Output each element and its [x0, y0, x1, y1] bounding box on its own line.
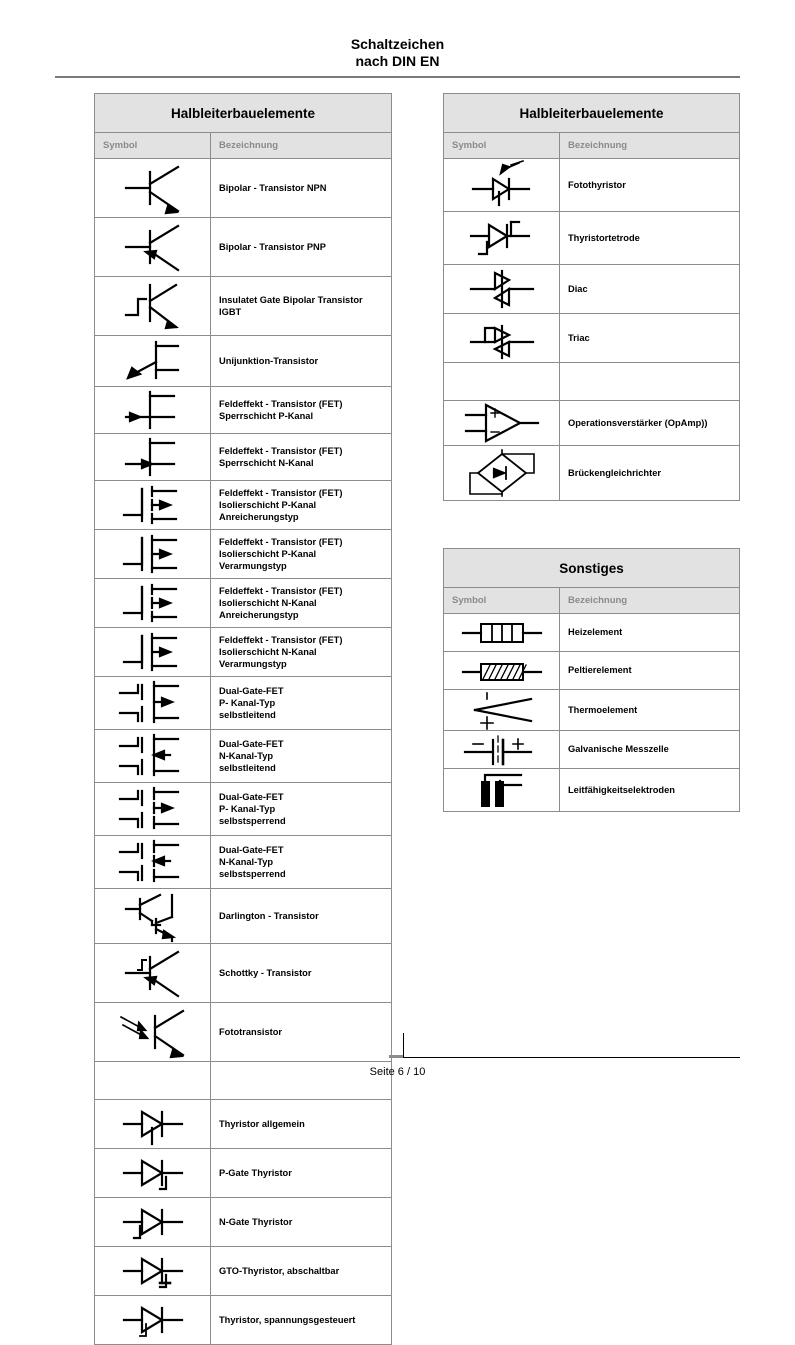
row-label-line: Feldeffekt - Transistor (FET)	[219, 536, 343, 547]
row-label-line: selbstsperrend	[219, 869, 286, 880]
table-row	[444, 652, 740, 690]
column-header-bezeichnung: Bezeichnung	[211, 133, 392, 159]
table-row	[95, 481, 392, 530]
table-row	[444, 401, 740, 446]
bridge-rectifier-symbol	[444, 446, 560, 501]
table-row	[444, 731, 740, 769]
row-label	[560, 446, 740, 501]
table-semiconductors-left	[94, 93, 392, 1345]
row-label	[211, 336, 392, 387]
dual-gate-fet-p-depletion-symbol	[95, 677, 211, 730]
table-column-header-row	[95, 133, 392, 159]
row-label	[560, 690, 740, 731]
table-row	[95, 783, 392, 836]
table-title: Sonstiges	[444, 549, 740, 588]
row-label	[211, 730, 392, 783]
mosfet-p-depletion-symbol	[95, 530, 211, 579]
column-header-bezeichnung: Bezeichnung	[560, 588, 740, 614]
row-label-line: Diac	[568, 283, 588, 294]
table-row	[95, 530, 392, 579]
table-title-row	[95, 94, 392, 133]
row-label	[211, 579, 392, 628]
row-label-line: Insulatet Gate Bipolar Transistor	[219, 294, 363, 305]
row-label-line: Feldeffekt - Transistor (FET)	[219, 398, 343, 409]
darlington-transistor-symbol	[95, 889, 211, 944]
p-gate-thyristor-symbol	[95, 1149, 211, 1198]
empty-symbol	[444, 363, 560, 401]
table-row	[444, 212, 740, 265]
mosfet-p-enhancement-symbol	[95, 481, 211, 530]
row-label	[211, 783, 392, 836]
row-label	[560, 614, 740, 652]
row-label	[560, 212, 740, 265]
row-label-line: Thermoelement	[568, 704, 638, 715]
row-label-line: Verarmungstyp	[219, 561, 287, 572]
row-label	[560, 731, 740, 769]
row-label-line: N-Gate Thyristor	[219, 1216, 293, 1227]
row-label-line: Anreicherungstyp	[219, 610, 299, 621]
table-row	[95, 1247, 392, 1296]
dual-gate-fet-n-depletion-symbol	[95, 730, 211, 783]
table-row	[95, 1198, 392, 1247]
row-label	[560, 652, 740, 690]
row-label-line: Dual-Gate-FET	[219, 685, 284, 696]
table-row	[95, 336, 392, 387]
table-column-header-row	[444, 588, 740, 614]
row-label-line: Sperrschicht N-Kanal	[219, 458, 314, 468]
row-label	[211, 434, 392, 481]
opamp-symbol	[444, 401, 560, 446]
bipolar-transistor-pnp-symbol	[95, 218, 211, 277]
table-row	[95, 1296, 392, 1345]
row-label-line: GTO-Thyristor, abschaltbar	[219, 1265, 340, 1276]
table-row	[444, 614, 740, 652]
row-label	[560, 363, 740, 401]
row-label	[560, 314, 740, 363]
table-column-header-row	[444, 133, 740, 159]
table-row	[95, 730, 392, 783]
footer-grey-tick	[389, 1055, 403, 1058]
page-number: Seite 6 / 10	[369, 1066, 426, 1078]
row-label-line: Darlington - Transistor	[219, 910, 319, 921]
phototransistor-symbol	[95, 1003, 211, 1062]
row-label-line: Dual-Gate-FET	[219, 791, 284, 802]
row-label-line: Unijunktion-Transistor	[219, 355, 319, 366]
row-label	[211, 218, 392, 277]
row-label-line: Dual-Gate-FET	[219, 738, 284, 749]
row-label	[560, 769, 740, 812]
column-header-symbol: Symbol	[444, 588, 560, 614]
row-label	[211, 159, 392, 218]
column-header-symbol: Symbol	[95, 133, 211, 159]
row-label	[211, 889, 392, 944]
row-label-line: Anreicherungstyp	[219, 512, 299, 523]
jfet-n-channel-symbol	[95, 434, 211, 481]
row-label	[211, 1003, 392, 1062]
row-label	[211, 944, 392, 1003]
table-row	[444, 363, 740, 401]
row-label	[211, 836, 392, 889]
header-divider	[55, 76, 740, 78]
footer-divider	[403, 1057, 740, 1058]
row-label-line: Feldeffekt - Transistor (FET)	[219, 445, 343, 456]
table-row	[95, 628, 392, 677]
triac-symbol	[444, 314, 560, 363]
row-label-line: Galvanische Messzelle	[568, 744, 669, 755]
row-label	[211, 1100, 392, 1149]
row-label-line: selbstleitend	[219, 763, 276, 774]
row-label-line: Isolierschicht P-Kanal	[219, 499, 317, 510]
table-row	[444, 159, 740, 212]
table-row	[95, 1003, 392, 1062]
row-label-line: Operationsverstärker (OpAmp))	[568, 417, 708, 428]
table-title-row	[444, 549, 740, 588]
row-label-line: Peltierelement	[568, 665, 632, 676]
igbt-symbol	[95, 277, 211, 336]
row-label	[211, 1149, 392, 1198]
table-row	[95, 677, 392, 730]
row-label-line: Brückengleichrichter	[568, 467, 662, 478]
row-label	[211, 1198, 392, 1247]
row-label-line: Heizelement	[568, 627, 623, 638]
conductivity-electrodes-symbol	[444, 769, 560, 812]
galvanic-cell-symbol	[444, 731, 560, 769]
row-label-line: Sperrschicht P-Kanal	[219, 411, 314, 421]
table-row	[444, 446, 740, 501]
page-title	[0, 36, 795, 70]
row-label	[211, 677, 392, 730]
row-label-line: Bipolar - Transistor NPN	[219, 182, 327, 193]
thyristor-tetrode-symbol	[444, 212, 560, 265]
table-row	[95, 1149, 392, 1198]
row-label-line: Dual-Gate-FET	[219, 844, 284, 855]
mosfet-n-depletion-symbol	[95, 628, 211, 677]
row-label	[211, 628, 392, 677]
row-label-line: IGBT	[219, 307, 242, 317]
heating-element-symbol	[444, 614, 560, 652]
table-row	[444, 265, 740, 314]
row-label-line: selbstsperrend	[219, 816, 286, 827]
row-label	[211, 277, 392, 336]
dual-gate-fet-p-enhancement-symbol	[95, 783, 211, 836]
table-row	[95, 944, 392, 1003]
voltage-controlled-thyristor-symbol	[95, 1296, 211, 1345]
row-label-line: Thyristortetrode	[568, 232, 640, 243]
row-label-line: Isolierschicht N-Kanal	[219, 597, 317, 608]
table-title-row	[444, 94, 740, 133]
table-row	[95, 579, 392, 628]
n-gate-thyristor-symbol	[95, 1198, 211, 1247]
table-row	[444, 314, 740, 363]
row-label-line: Feldeffekt - Transistor (FET)	[219, 634, 343, 645]
page-title-line2: nach DIN EN	[355, 53, 440, 69]
row-label-line: Leitfähigkeitselektroden	[568, 784, 675, 795]
row-label	[211, 481, 392, 530]
table-row	[95, 277, 392, 336]
row-label-line: Isolierschicht P-Kanal	[219, 548, 317, 559]
page-title-line1: Schaltzeichen	[350, 36, 445, 52]
table-misc	[443, 548, 740, 812]
row-label-line: Isolierschicht N-Kanal	[219, 646, 317, 657]
row-label	[211, 1247, 392, 1296]
row-label-line: Triac	[568, 332, 590, 343]
row-label-line: Bipolar - Transistor PNP	[219, 241, 326, 252]
table-row	[95, 218, 392, 277]
row-label-line: selbstleitend	[219, 710, 276, 721]
table-row	[95, 889, 392, 944]
table-title: Halbleiterbauelemente	[95, 94, 392, 133]
row-label	[211, 1296, 392, 1345]
column-header-symbol: Symbol	[444, 133, 560, 159]
diac-symbol	[444, 265, 560, 314]
row-label-line: Verarmungstyp	[219, 659, 287, 670]
dual-gate-fet-n-enhancement-symbol	[95, 836, 211, 889]
thyristor-general-symbol	[95, 1100, 211, 1149]
table-row	[444, 690, 740, 731]
row-label-line: P- Kanal-Typ	[219, 697, 276, 708]
row-label	[560, 159, 740, 212]
row-label-line: Thyristor, spannungsgesteuert	[219, 1314, 356, 1325]
row-label-line: Fototransistor	[219, 1026, 283, 1037]
table-title: Halbleiterbauelemente	[444, 94, 740, 133]
row-label-line: Thyristor allgemein	[219, 1118, 305, 1129]
peltier-element-symbol	[444, 652, 560, 690]
gto-thyristor-symbol	[95, 1247, 211, 1296]
row-label-line: Schottky - Transistor	[219, 967, 312, 978]
photothyristor-symbol	[444, 159, 560, 212]
row-label-line: N-Kanal-Typ	[219, 750, 274, 761]
row-label-line: P- Kanal-Typ	[219, 803, 276, 814]
row-label	[211, 530, 392, 579]
row-label-line: Feldeffekt - Transistor (FET)	[219, 487, 343, 498]
footer-vertical-rule	[403, 1033, 404, 1058]
table-row	[95, 836, 392, 889]
table-row	[95, 159, 392, 218]
row-label-line: P-Gate Thyristor	[219, 1167, 292, 1178]
table-row	[95, 1100, 392, 1149]
row-label	[211, 387, 392, 434]
row-label	[560, 401, 740, 446]
row-label-line: N-Kanal-Typ	[219, 856, 274, 867]
bipolar-transistor-npn-symbol	[95, 159, 211, 218]
row-label-line: Feldeffekt - Transistor (FET)	[219, 585, 343, 596]
jfet-p-channel-symbol	[95, 387, 211, 434]
row-label	[560, 265, 740, 314]
table-row	[95, 434, 392, 481]
table-row	[444, 769, 740, 812]
mosfet-n-enhancement-symbol	[95, 579, 211, 628]
schottky-transistor-symbol	[95, 944, 211, 1003]
table-row	[95, 387, 392, 434]
row-label-line: Fotothyristor	[568, 179, 626, 190]
unijunction-transistor-symbol	[95, 336, 211, 387]
thermocouple-symbol	[444, 690, 560, 731]
table-semiconductors-right	[443, 93, 740, 501]
column-header-bezeichnung: Bezeichnung	[560, 133, 740, 159]
